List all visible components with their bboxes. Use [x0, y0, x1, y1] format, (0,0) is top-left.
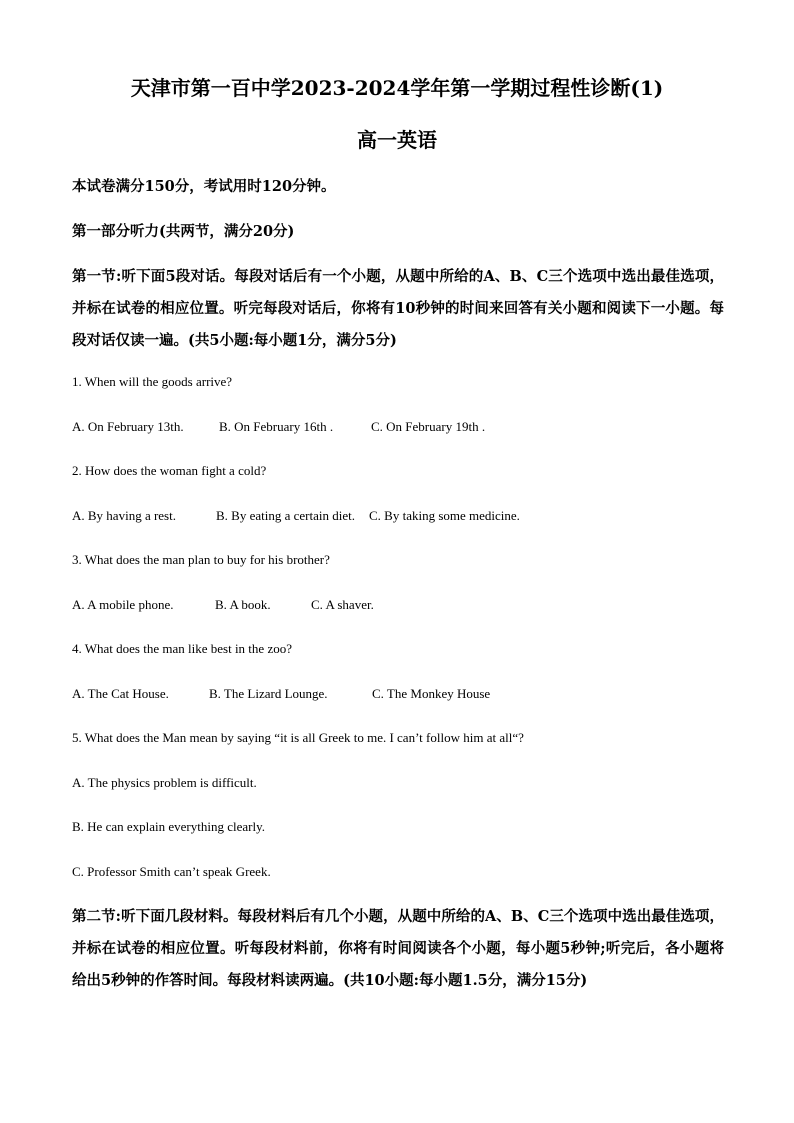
question-4-option-a: A. The Cat House. [72, 686, 169, 701]
question-2-option-a: A. By having a rest. [72, 508, 176, 523]
question-1-stem: 1. When will the goods arrive? [72, 374, 233, 389]
question-4-option-c: C. The Monkey House [372, 686, 491, 701]
section1-instructions: 第一节:听下面5段对话。每段对话后有一个小题，从题中所给的A、B、C三个选项中选出最佳选项，并标在试卷的相应位置。听完每段对话后，你将有10秒钟的时间来回答有关小题和阅读下一小题。每段对话仅读一遍。(共5小题:每小题1分，满分5分) [72, 268, 724, 349]
exam-intro: 本试卷满分150分，考试用时120分钟。 [72, 178, 336, 195]
question-5-option-a: A. The physics problem is difficult. [72, 775, 257, 790]
question-1-option-c: C. On February 19th . [371, 419, 486, 434]
question-1-option-b: B. On February 16th . [219, 419, 334, 434]
exam-subtitle: 高一英语 [357, 128, 437, 152]
question-3-option-c: C. A shaver. [311, 597, 374, 612]
question-5-option-b: B. He can explain everything clearly. [72, 819, 265, 834]
question-3-option-b: B. A book. [215, 597, 271, 612]
question-2-option-c: C. By taking some medicine. [369, 508, 520, 523]
question-4-stem: 4. What does the man like best in the zoo? [72, 641, 292, 656]
question-4-option-b: B. The Lizard Lounge. [209, 686, 328, 701]
section2-instructions: 第二节:听下面几段材料。每段材料后有几个小题，从题中所给的A、B、C三个选项中选出最佳选项，并标在试卷的相应位置。听每段材料前，你将有时间阅读各个小题，每小题5秒钟;听完后，各小题将给出5秒钟的作答时间。每段材料读两遍。(共10小题:每小题1.5分，满分15分) [72, 908, 724, 989]
part1-heading: 第一部分听力(共两节，满分20分) [72, 223, 295, 240]
question-3-stem: 3. What does the man plan to buy for his brother? [72, 552, 330, 567]
question-5-stem: 5. What does the Man mean by saying “it is all Greek to me. I can’t follow him at all“? [72, 730, 524, 745]
question-2-stem: 2. How does the woman fight a cold? [72, 463, 267, 478]
question-3-option-a: A. A mobile phone. [72, 597, 174, 612]
exam-title: 天津市第一百中学2023-2024学年第一学期过程性诊断(1) [130, 76, 664, 100]
question-5-option-c: C. Professor Smith can’t speak Greek. [72, 864, 271, 879]
question-2-option-b: B. By eating a certain diet. [216, 508, 355, 523]
question-1-option-a: A. On February 13th. [72, 419, 184, 434]
